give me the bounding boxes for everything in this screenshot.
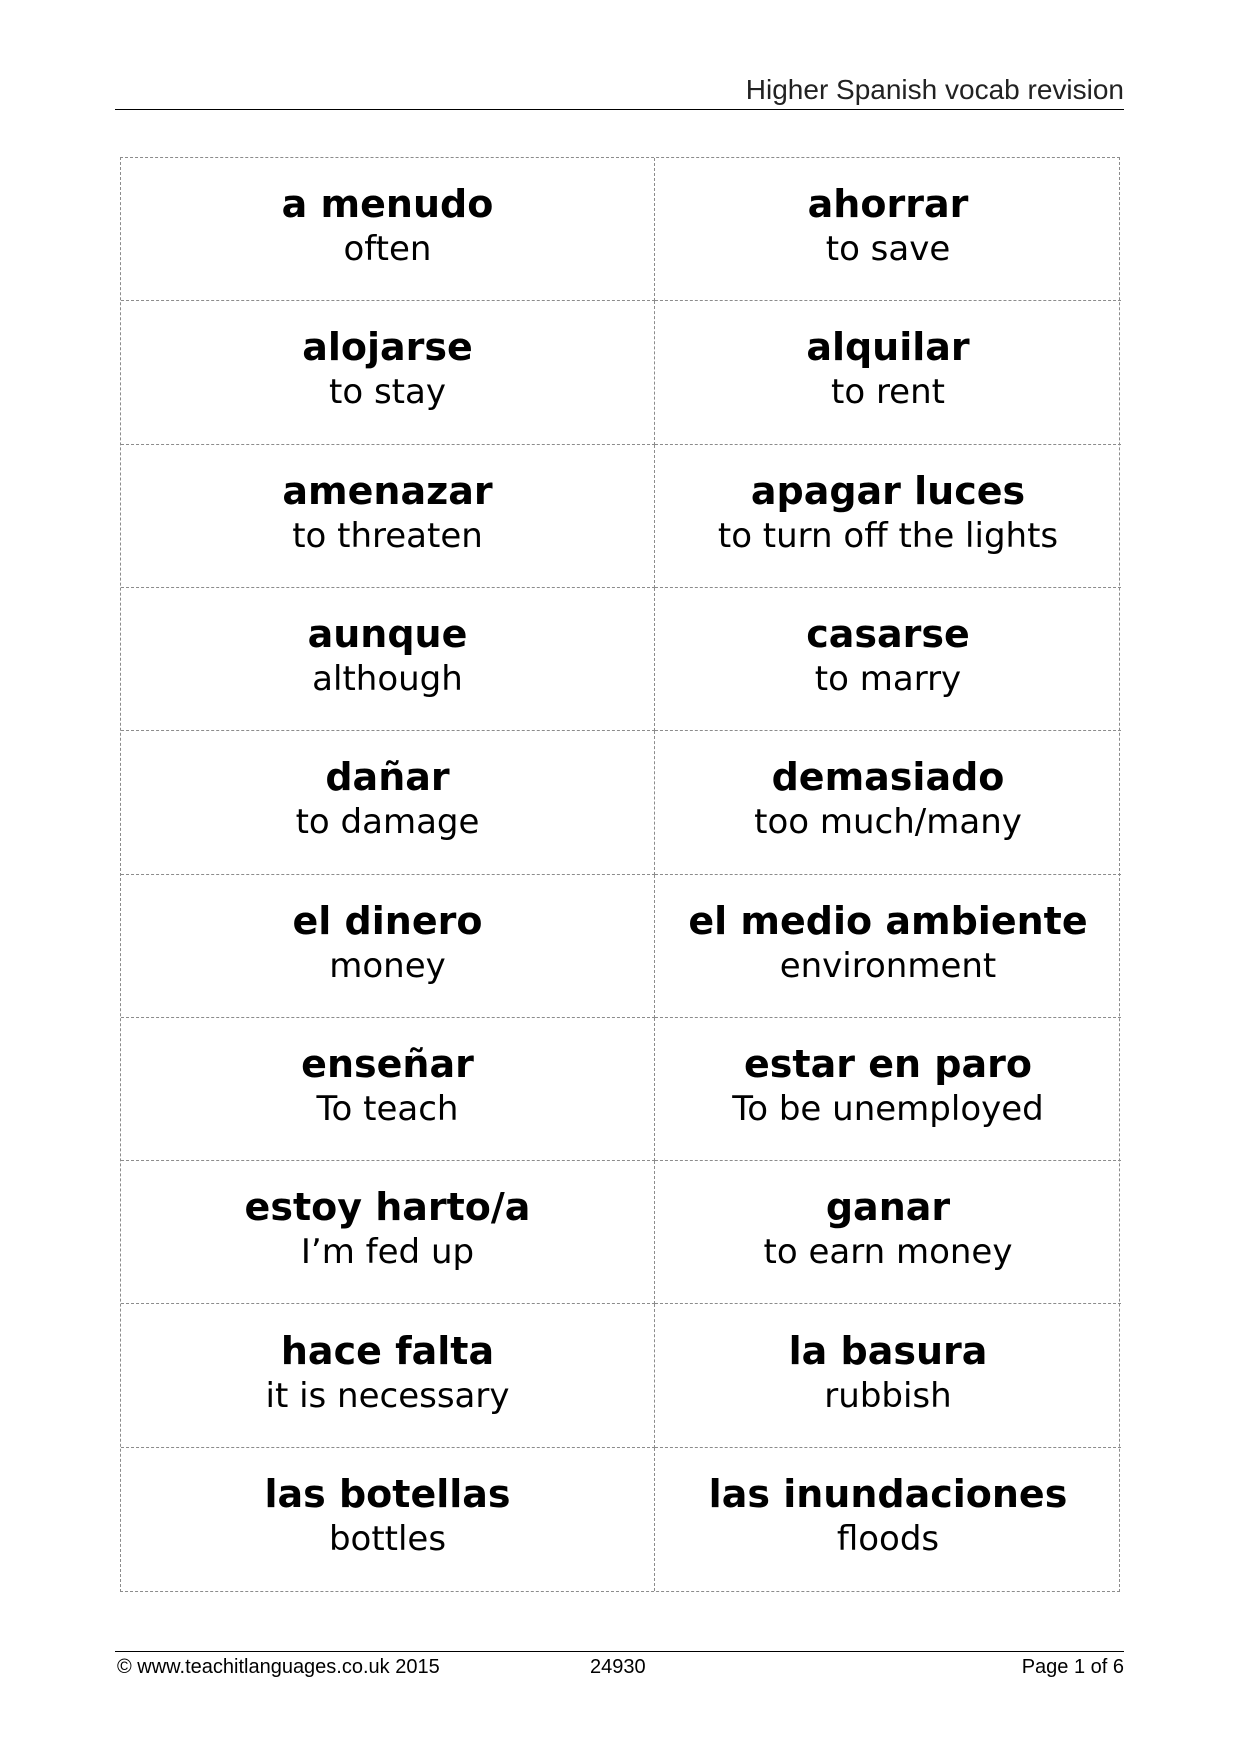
vocab-card [121, 1448, 655, 1591]
vocab-card [121, 158, 655, 301]
english-meaning: To be unemployed [732, 1088, 1044, 1129]
vocab-card [655, 875, 1121, 1018]
footer-resource-code: 24930 [590, 1656, 646, 1678]
spanish-term: alquilar [806, 325, 970, 370]
vocab-card [121, 1161, 655, 1304]
spanish-term: a menudo [281, 182, 494, 227]
english-meaning: to marry [814, 659, 962, 700]
spanish-term: aunque [307, 612, 468, 657]
spanish-term: alojarse [302, 325, 473, 370]
english-meaning: To teach [316, 1088, 459, 1129]
english-meaning: to stay [329, 372, 446, 413]
spanish-term: las botellas [264, 1472, 511, 1517]
vocab-card [655, 1018, 1121, 1161]
english-meaning: money [329, 945, 446, 986]
vocab-card [655, 731, 1121, 874]
header-divider [115, 109, 1124, 110]
english-meaning: floods [836, 1519, 940, 1560]
footer-page-indicator: Page 1 of 6 [1021, 1656, 1124, 1678]
english-meaning: often [343, 229, 432, 270]
english-meaning: environment [779, 945, 997, 986]
english-meaning: it is necessary [265, 1375, 510, 1416]
english-meaning: to save [825, 229, 951, 270]
spanish-term: casarse [806, 612, 970, 657]
spanish-term: las inundaciones [708, 1472, 1068, 1517]
vocab-card-grid [120, 157, 1120, 1592]
english-meaning: to threaten [292, 515, 483, 556]
footer-copyright: © www.teachitlanguages.co.uk 2015 [117, 1656, 440, 1678]
vocab-card [121, 1018, 655, 1161]
english-meaning: too much/many [754, 802, 1022, 843]
spanish-term: estar en paro [744, 1041, 1032, 1086]
vocab-card [655, 445, 1121, 588]
english-meaning: I’m fed up [300, 1232, 475, 1273]
english-meaning: to turn off the lights [717, 515, 1059, 556]
vocab-card [655, 588, 1121, 731]
english-meaning: to earn money [763, 1232, 1013, 1273]
english-meaning: although [312, 659, 463, 700]
spanish-term: enseñar [301, 1041, 474, 1086]
vocab-card [121, 588, 655, 731]
footer-divider [115, 1651, 1124, 1652]
vocab-card [121, 445, 655, 588]
spanish-term: dañar [325, 755, 450, 800]
spanish-term: hace falta [280, 1328, 495, 1373]
spanish-term: ahorrar [807, 182, 969, 227]
spanish-term: el medio ambiente [688, 898, 1088, 943]
vocab-card [121, 731, 655, 874]
vocab-card [655, 1304, 1121, 1447]
spanish-term: estoy harto/a [244, 1185, 531, 1230]
spanish-term: ganar [825, 1185, 951, 1230]
english-meaning: bottles [328, 1519, 447, 1560]
vocab-card [655, 158, 1121, 301]
vocab-card [655, 1448, 1121, 1591]
spanish-term: amenazar [282, 468, 493, 513]
spanish-term: apagar luces [750, 468, 1026, 513]
page-header-title: Higher Spanish vocab revision [745, 74, 1124, 105]
english-meaning: to damage [295, 802, 480, 843]
vocab-card [121, 875, 655, 1018]
english-meaning: rubbish [824, 1375, 952, 1416]
vocab-card [121, 301, 655, 444]
spanish-term: el dinero [292, 898, 483, 943]
vocab-card [655, 301, 1121, 444]
english-meaning: to rent [831, 372, 945, 413]
spanish-term: la basura [788, 1328, 988, 1373]
vocab-card [121, 1304, 655, 1447]
vocab-card [655, 1161, 1121, 1304]
spanish-term: demasiado [771, 755, 1005, 800]
